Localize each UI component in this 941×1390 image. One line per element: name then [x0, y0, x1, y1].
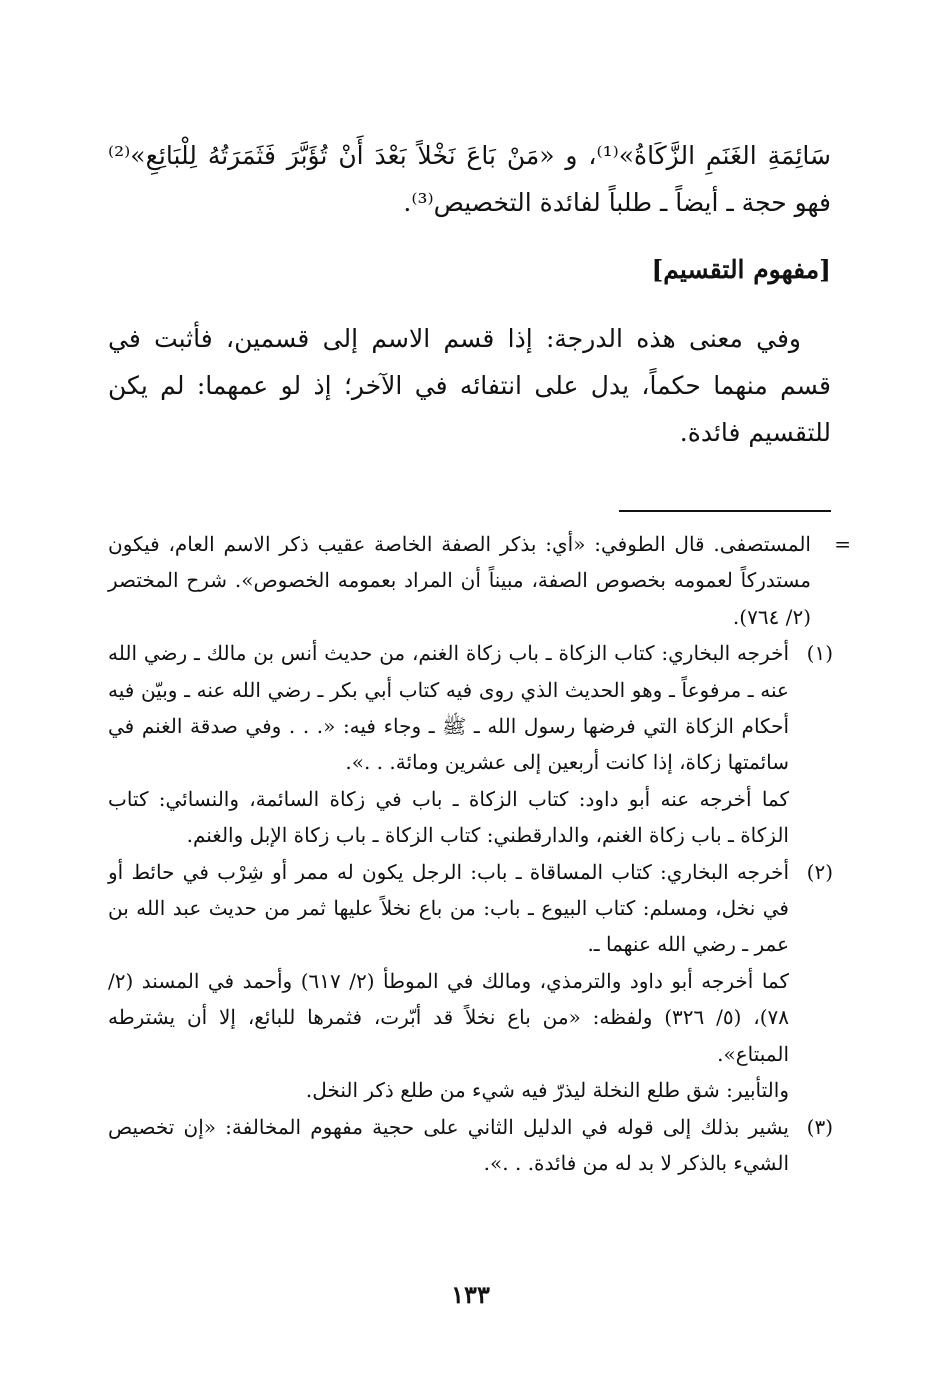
footnote-1 — [108, 635, 833, 853]
main-paragraph-1: سَائِمَةِ الغَنَمِ الزَّكَاةُ»⁽¹⁾، و «مَنْ بَاعَ نَخْلاً بَعْدَ أَنْ تُؤَبَّرَ فَثَمَرَتُهُ لِلْبَائِعِ»⁽²⁾ فهو حجة ـ أيضاً ـ طلباً لفائدة التخصيص⁽³⁾. — [108, 141, 831, 217]
footnote-continuation — [108, 526, 851, 635]
section-heading: [مفهوم التقسيم] — [651, 255, 831, 284]
footnote-3 — [108, 1109, 833, 1182]
footnote-2-marker: (٢) — [806, 859, 833, 884]
footnote-continuation-text: المستصفى. قال الطوفي: «أي: بذكر الصفة الخاصة عقيب ذكر الاسم العام، فيكون مستدركاً لعمومه بخصوص الصفة، مبيناً أن المراد بعمومه الخصوص». شرح المختصر (٢/ ٧٦٤). — [108, 532, 811, 629]
main-paragraph-2: وفي معنى هذه الدرجة: إذا قسم الاسم إلى قسمين، فأثبت في قسم منهما حكماً، يدل على انتفائه في الآخر؛ إذ لو عمهما: لم يكن للتقسيم فائدة. — [108, 324, 831, 447]
footnote-2-text-c: والتأبير: شق طلع النخلة ليذرّ فيه شيء من طلع ذكر النخل. — [305, 1078, 789, 1103]
footnote-2-text-a: أخرجه البخاري: كتاب المساقاة ـ باب: الرجل يكون له ممر أو شِرْب في حائط أو في نخل، ومسلم: كتاب البيوع ـ باب: من باع نخلاً عليها ثمر من حديث عبد الله بن عمر ـ رضي الله عنهما ـ. — [108, 859, 789, 957]
footnote-1-text-b: كما أخرجه عنه أبو داود: كتاب الزكاة ـ باب في زكاة السائمة، والنسائي: كتاب الزكاة ـ باب زكاة الغنم، والدارقطني: كتاب الزكاة ـ باب زكاة الإبل والغنم. — [108, 786, 789, 848]
footnote-3-marker: (٣) — [806, 1114, 833, 1139]
page-number: ١٣٣ — [451, 1280, 490, 1309]
footnote-1-marker: (١) — [806, 641, 833, 666]
footnote-divider — [619, 510, 831, 512]
footnote-3-text-a: يشير بذلك إلى قوله في الدليل الثاني على حجية مفهوم المخالفة: «إن تخصيص الشيء بالذكر لا بد له من فائدة. . .». — [108, 1114, 789, 1175]
footnote-2 — [108, 854, 833, 1109]
footnote-2-text-b: كما أخرجه أبو داود والترمذي، ومالك في الموطأ (٢/ ٦١٧) وأحمد في المسند (٢/ ٧٨)، (٥/ ٣٢٦) ولفظه: «من باع نخلاً قد أبّرت، فثمرها للبائع، إلا أن يشترطه المبتاع». — [108, 968, 789, 1066]
footnote-1-text-a: أخرجه البخاري: كتاب الزكاة ـ باب زكاة الغنم، من حديث أنس بن مالك ـ رضي الله عنه ـ مرفوعاً ـ وهو الحديث الذي روى فيه كتاب أبي بكر ـ رضي الله عنه ـ وبيّن فيه أحكام الزكاة التي فرضها رسول الله ـ ﷺ ـ وجاء فيه: «. . . وفي صدقة الغنم في سائمتها زكاة، إذا كانت أربعين إلى عشرين ومائة. . .». — [108, 641, 789, 775]
footnote-continuation-marker: = — [834, 532, 851, 556]
footnotes-section — [108, 526, 851, 1181]
